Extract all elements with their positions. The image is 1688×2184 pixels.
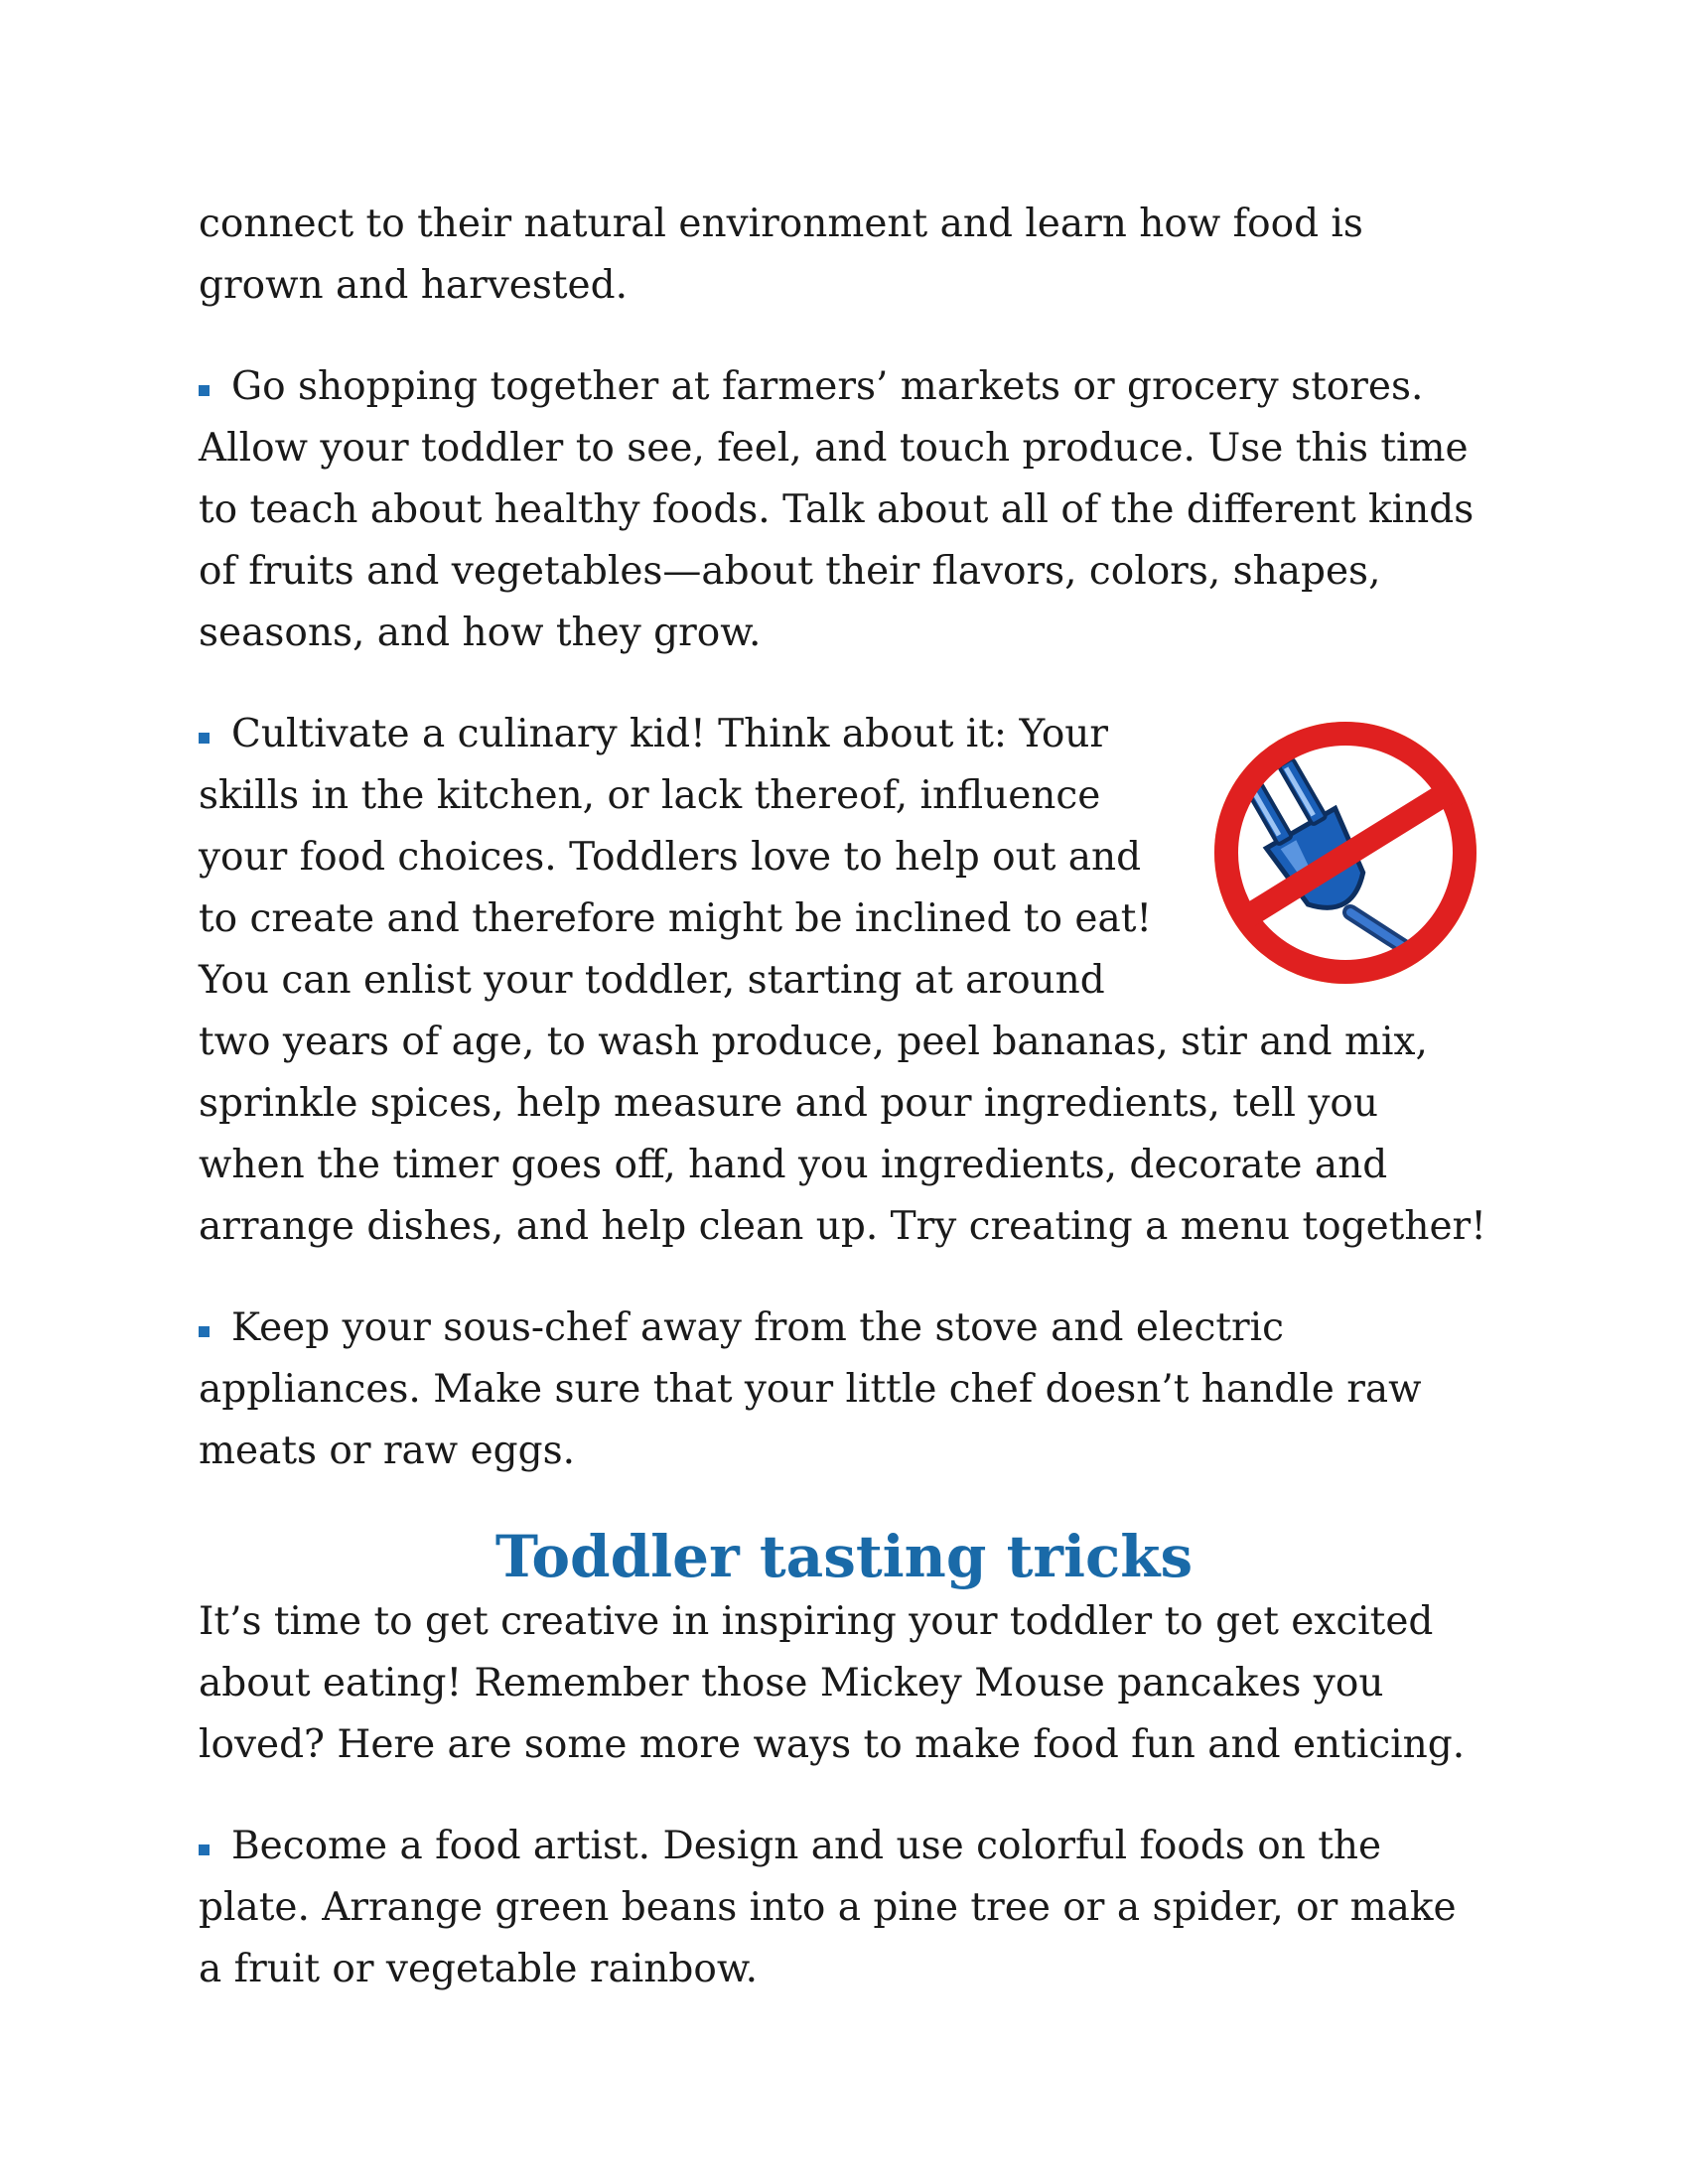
list-item-text: Become a food artist. Design and use colorful foods on the plate. Arrange green beans into a pine tree or a spider, or make a fruit or vegetable rainbow. <box>199 1824 1457 1991</box>
square-bullet-icon <box>199 1326 210 1337</box>
list-item-safety <box>199 1297 1489 1482</box>
list-item-text: Keep your sous-chef away from the stove and electric appliances. Make sure that your little chef doesn’t handle raw meats or raw eggs. <box>199 1305 1422 1473</box>
square-bullet-icon <box>199 733 210 744</box>
list-item-culinary <box>199 704 1489 1258</box>
paragraph-intro: It’s time to get creative in inspiring your toddler to get excited about eating! Remember those Mickey Mouse pancakes you loved? Here are some more ways to make food fun and enticing. <box>199 1599 1466 1767</box>
square-bullet-icon <box>199 385 210 396</box>
square-bullet-icon <box>199 1844 210 1855</box>
list-item-shopping <box>199 356 1489 664</box>
list-item-text: Cultivate a culinary kid! Think about it: Your skills in the kitchen, or lack thereof, influence your food choices. Toddlers love to help out and to create and therefore might be inclined to eat! You can enlist your toddler, starting at around two years of age, to wash produce, peel bananas, stir and mix, sprinkle spices, help measure and pour ingredients, tell you when the timer goes off, hand you ingredients, decorate and arrange dishes, and help clean up. Try creating a menu together! <box>199 712 1486 1249</box>
list-item-food-artist <box>199 1816 1489 2000</box>
paragraph-continuation: connect to their natural environment and learn how food is grown and harvested. <box>199 202 1363 308</box>
section-heading: Toddler tasting tricks <box>494 1523 1194 1590</box>
document-page <box>199 194 1489 2040</box>
list-item-text: Go shopping together at farmers’ markets or grocery stores. Allow your toddler to see, feel, and touch produce. Use this time to teach about healthy foods. Talk about all of the different kinds of fruits and vegetables—about their flavors, colors, shapes, seasons, and how they grow. <box>199 364 1475 655</box>
